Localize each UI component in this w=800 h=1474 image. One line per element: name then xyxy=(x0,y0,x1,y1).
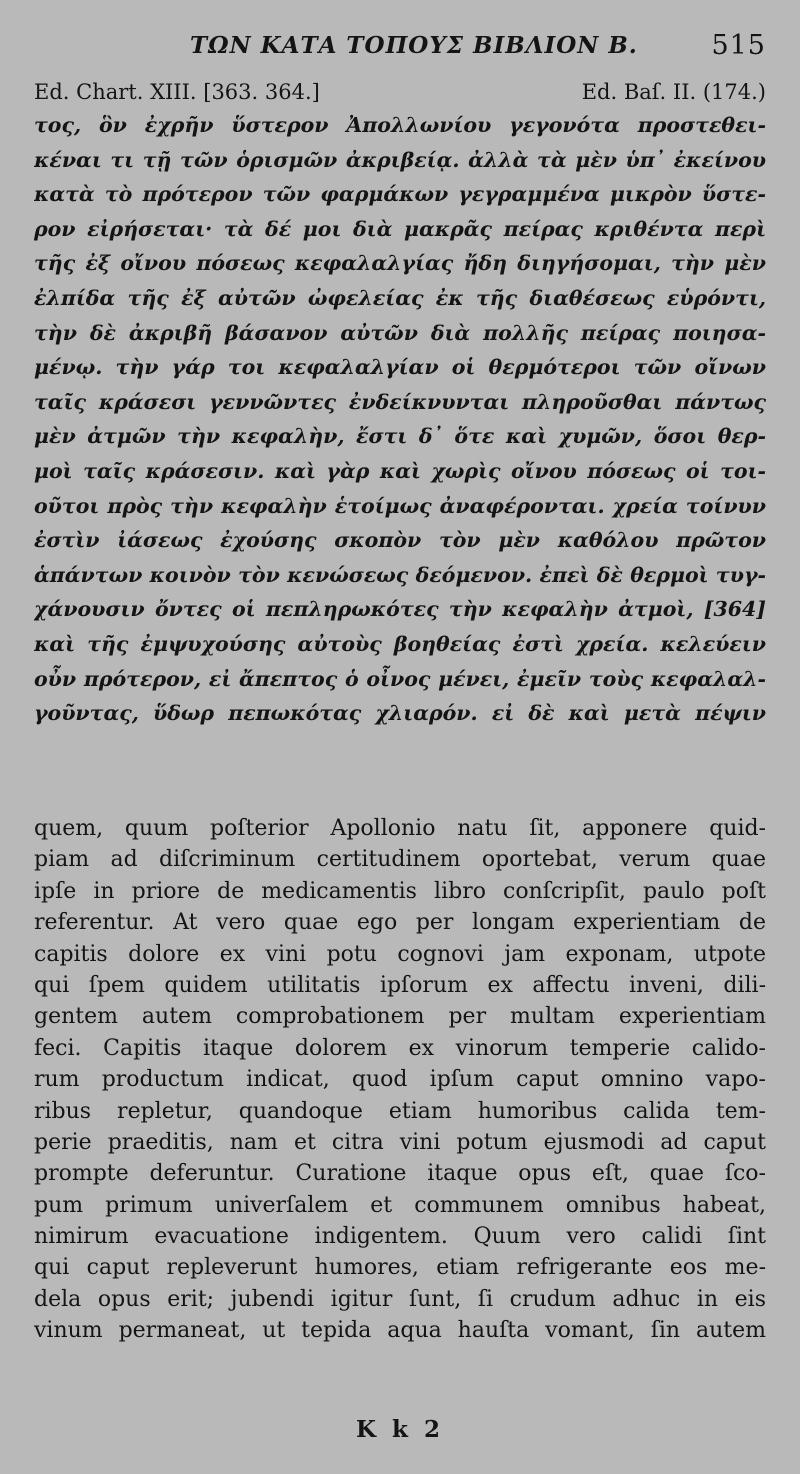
greek-text-line: χάνουσιν ὄντες οἱ πεπληρωκότες τὴν κεφαλὴν ἀτμοὶ, [364] xyxy=(34,597,766,622)
greek-text-line: ρον εἰρήσεται· τὰ δέ μοι διὰ μακρᾶς πείρας κριθέντα περὶ xyxy=(34,216,766,241)
latin-text-line: piam ad diſcriminum certitudinem oportebat, verum quae xyxy=(34,847,766,873)
running-head xyxy=(0,30,800,66)
greek-text-line: ταῖς κράσεσι γεννῶντες ἐνδείκνυνται πληροῦσθαι πάντως xyxy=(34,389,766,414)
greek-text-line: μὲν ἀτμῶν τὴν κεφαλὴν, ἔστι δ᾽ ὅτε καὶ χυμῶν, ὅσοι θερ- xyxy=(34,424,766,449)
signature-mark: K k 2 xyxy=(356,1416,444,1443)
latin-text-line: gentem autem comprobationem per multam experientiam xyxy=(34,1004,766,1030)
greek-text-line: γοῦντας, ὕδωρ πεπωκότας χλιαρόν. εἰ δὲ καὶ μετὰ πέψιν xyxy=(34,701,766,726)
latin-text-line: capitis dolore ex vini potu cognovi jam exponam, utpote xyxy=(34,941,766,967)
greek-text-line: τος, ὃν ἐχρῆν ὕστερον Ἀπολλωνίου γεγονότα προστεθει- xyxy=(34,113,766,137)
latin-text-line: rum productum indicat, quod ipſum caput omnino vapo- xyxy=(34,1067,766,1093)
latin-text-line: nimirum evacuatione indigentem. Quum vero calidi ſint xyxy=(34,1224,766,1250)
latin-text-line: quem, quum poſterior Apollonio natu ſit, apponere quid- xyxy=(34,816,766,841)
greek-text-line: κέναι τι τῇ τῶν ὁρισμῶν ἀκριβείᾳ. ἀλλὰ τὰ μὲν ὑπ᾽ ἐκείνου xyxy=(34,147,766,172)
greek-text-line: τῆς ἐξ οἴνου πόσεως κεφαλαλγίας ἤδη διηγήσομαι, τὴν μὲν xyxy=(34,251,766,276)
latin-text-line: ipſe in priore de medicamentis libro conſcripſit, paulo poſt xyxy=(34,878,766,904)
edition-basel: Ed. Baſ. II. (174.) xyxy=(581,80,766,104)
greek-text-line: μοὶ ταῖς κράσεσιν. καὶ γὰρ καὶ χωρὶς οἴνου πόσεως οἱ τοι- xyxy=(34,458,766,483)
greek-text-line: ἁπάντων κοινὸν τὸν κενώσεως δεόμενον. ἐπεὶ δὲ θερμοὶ τυγ- xyxy=(34,562,766,587)
greek-text-line: ἐστὶν ἰάσεως ἐχούσης σκοπὸν τὸν μὲν καθόλου πρῶτον xyxy=(34,528,766,553)
edition-chartier: Ed. Chart. XIII. [363. 364.] xyxy=(34,80,320,104)
latin-text-line: pum primum univerſalem et communem omnibus habeat, xyxy=(34,1192,766,1218)
running-title: ΤΩΝ ΚΑΤΑ ΤΟΠΟΥΣ ΒΙΒΛΙΟΝ Β. xyxy=(190,32,638,59)
latin-text-line: ribus repletur, quandoque etiam humoribus calida tem- xyxy=(34,1098,766,1124)
greek-text-line: καὶ τῆς ἐμψυχούσης αὐτοὺς βοηθείας ἐστὶ χρεία. κελεύειν xyxy=(34,631,766,656)
greek-text-line: μένῳ. τὴν γάρ τοι κεφαλαλγίαν οἱ θερμότεροι τῶν οἴνων xyxy=(34,355,766,380)
greek-text-line: οὖν πρότερον, εἰ ἄπεπτος ὁ οἶνος μένει, ἐμεῖν τοὺς κεφαλαλ- xyxy=(34,666,766,691)
latin-text-line: prompte deferuntur. Curatione itaque opus eſt, quae ſco- xyxy=(34,1161,766,1187)
latin-text-line: qui caput repleverunt humores, etiam refrigerante eos me- xyxy=(34,1255,766,1281)
latin-text-line: vinum permaneat, ut tepida aqua hauſta vomant, ſin autem xyxy=(34,1318,766,1344)
latin-text-line: referentur. At vero quae ego per longam experientiam de xyxy=(34,910,766,936)
latin-text-line: perie praeditis, nam et citra vini potum ejusmodi ad caput xyxy=(34,1129,766,1155)
latin-text-line: feci. Capitis itaque dolorem ex vinorum temperie calido- xyxy=(34,1035,766,1061)
edition-reference-line xyxy=(34,80,766,110)
greek-text-line: οῦτοι πρὸς τὴν κεφαλὴν ἑτοίμως ἀναφέρονται. χρεία τοίνυν xyxy=(34,493,766,518)
greek-text-line: ἐλπίδα τῆς ἐξ αὐτῶν ὠφελείας ἐκ τῆς διαθέσεως εὑρόντι, xyxy=(34,285,766,310)
page-number: 515 xyxy=(711,30,766,61)
greek-text-block xyxy=(34,108,766,731)
greek-text-line: τὴν δὲ ἀκριβῆ βάσανον αὐτῶν διὰ πολλῆς πείρας ποιησα- xyxy=(34,320,766,345)
greek-text-line: κατὰ τὸ πρότερον τῶν φαρμάκων γεγραμμένα μικρὸν ὕστε- xyxy=(34,182,766,207)
latin-text-block xyxy=(34,813,766,1347)
latin-text-line: dela opus erit; jubendi igitur ſunt, ſi crudum adhuc in eis xyxy=(34,1286,766,1312)
latin-text-line: qui ſpem quidem utilitatis ipſorum ex affectu inveni, dili- xyxy=(34,972,766,998)
